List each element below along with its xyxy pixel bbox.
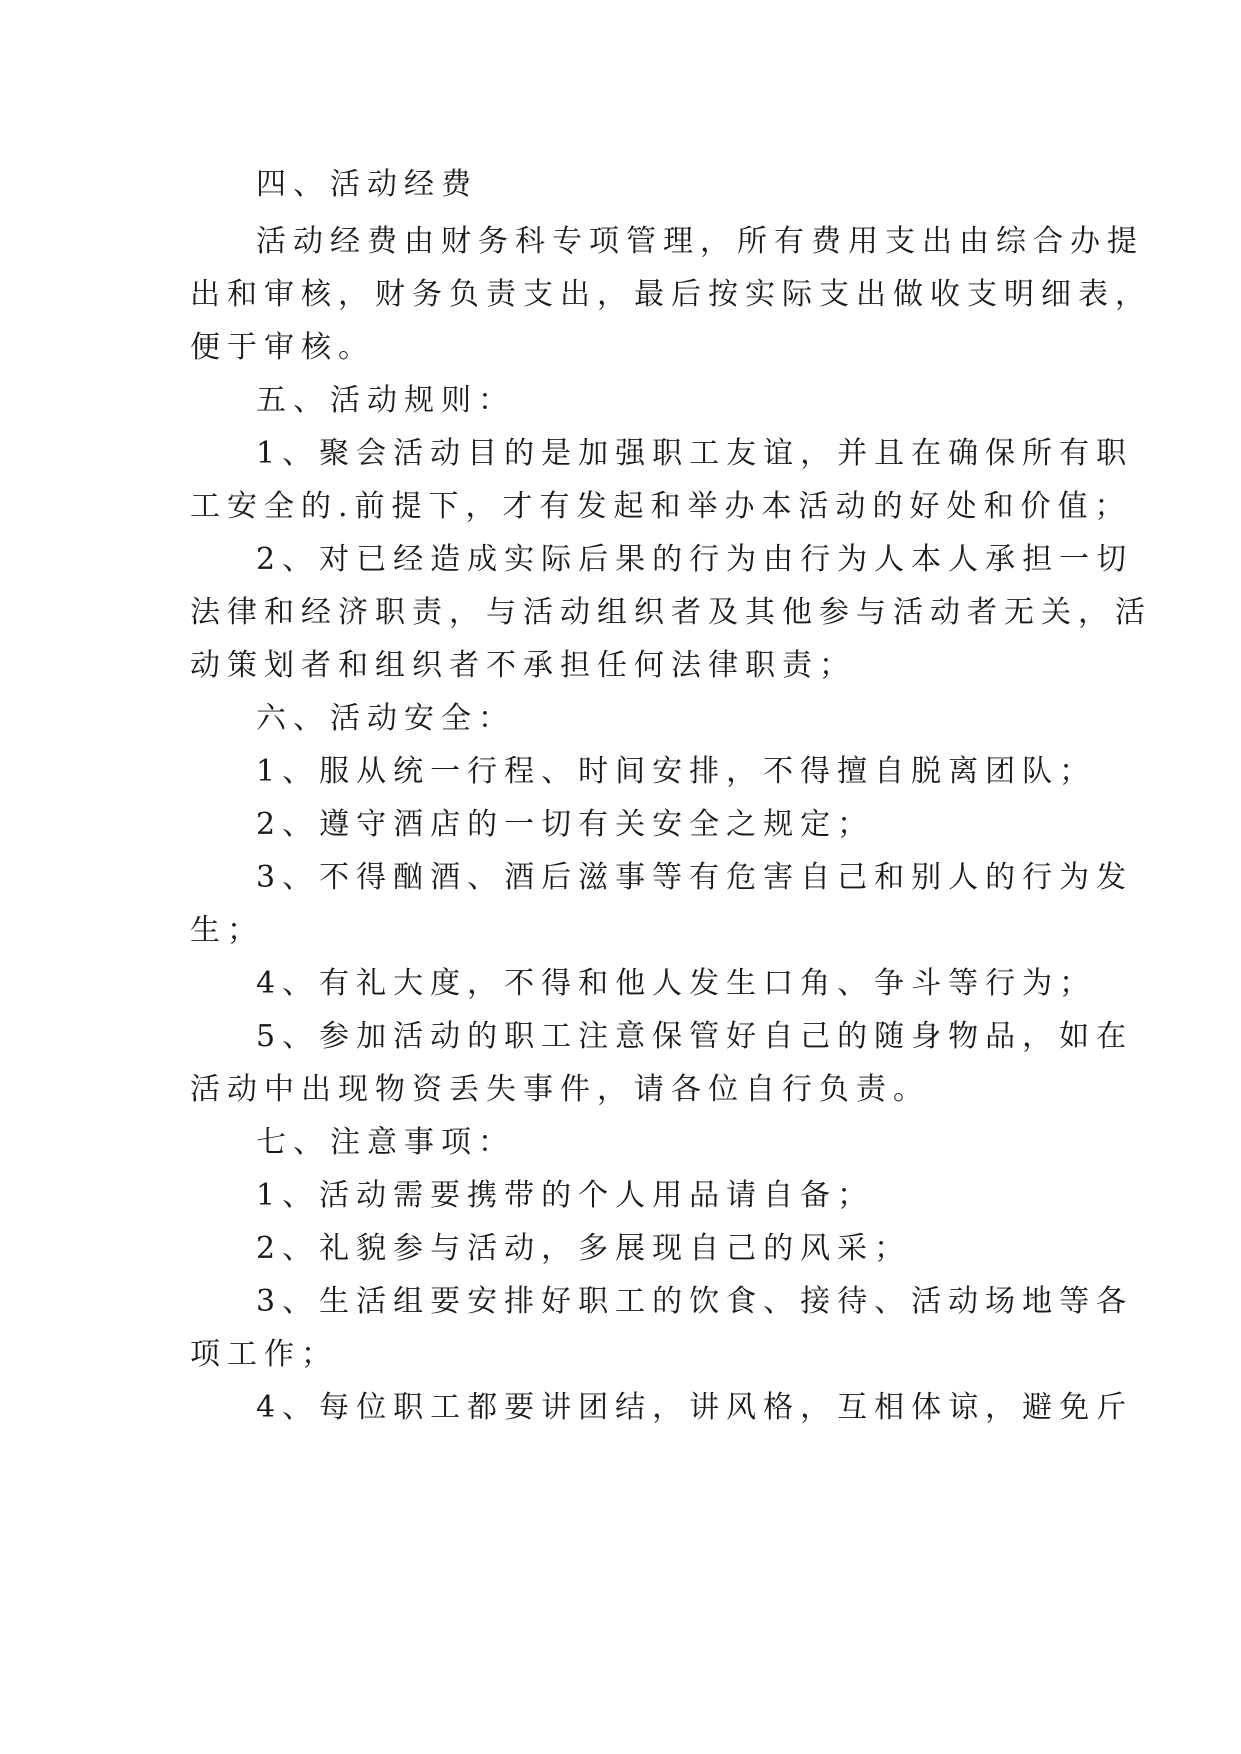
list-item-line: 4、有礼大度，不得和他人发生口角、争斗等行为；: [256, 966, 1097, 1001]
paragraph-line: 活动经费由财务科专项管理，所有费用支出由综合办提: [256, 224, 1144, 259]
list-item-line: 2、对已经造成实际后果的行为由行为人本人承担一切: [256, 542, 1134, 577]
list-item-line: 1、服从统一行程、时间安排，不得擅自脱离团队；: [256, 754, 1097, 789]
list-item-line: 1、活动需要携带的个人用品请自备；: [256, 1178, 875, 1213]
list-item-line: 项工作；: [190, 1337, 338, 1372]
list-item-line: 2、遵守酒店的一切有关安全之规定；: [256, 807, 875, 842]
list-item-line: 5、参加活动的职工注意保管好自己的随身物品，如在: [256, 1019, 1134, 1054]
list-item-line: 3、不得酗酒、酒后滋事等有危害自己和别人的行为发: [256, 860, 1134, 895]
list-item-line: 活动中出现物资丢失事件，请各位自行负责。: [190, 1072, 930, 1107]
list-item-line: 法律和经济职责，与活动组织者及其他参与活动者无关，活: [190, 595, 1152, 630]
list-item-line: 动策划者和组织者不承担任何法律职责；: [190, 648, 856, 683]
list-item-line: 生；: [190, 913, 264, 948]
list-item-line: 1、聚会活动目的是加强职工友谊，并且在确保所有职: [256, 436, 1134, 471]
section-heading-activity-safety: 六、活动安全：: [256, 701, 515, 736]
section-heading-activity-rules: 五、活动规则：: [256, 383, 515, 418]
list-item-line: 3、生活组要安排好职工的饮食、接待、活动场地等各: [256, 1284, 1134, 1319]
paragraph-line: 出和审核，财务负责支出，最后按实际支出做收支明细表，: [190, 277, 1152, 312]
list-item-line: 工安全的.前提下，才有发起和举办本活动的好处和价值；: [190, 489, 1132, 524]
paragraph-line: 便于审核。: [190, 330, 375, 365]
section-heading-activity-funds: 四、活动经费: [256, 167, 478, 202]
list-item-line: 4、每位职工都要讲团结，讲风格，互相体谅，避免斤: [256, 1390, 1134, 1425]
list-item-line: 2、礼貌参与活动，多展现自己的风采；: [256, 1231, 912, 1266]
section-heading-notes: 七、注意事项：: [256, 1125, 515, 1160]
